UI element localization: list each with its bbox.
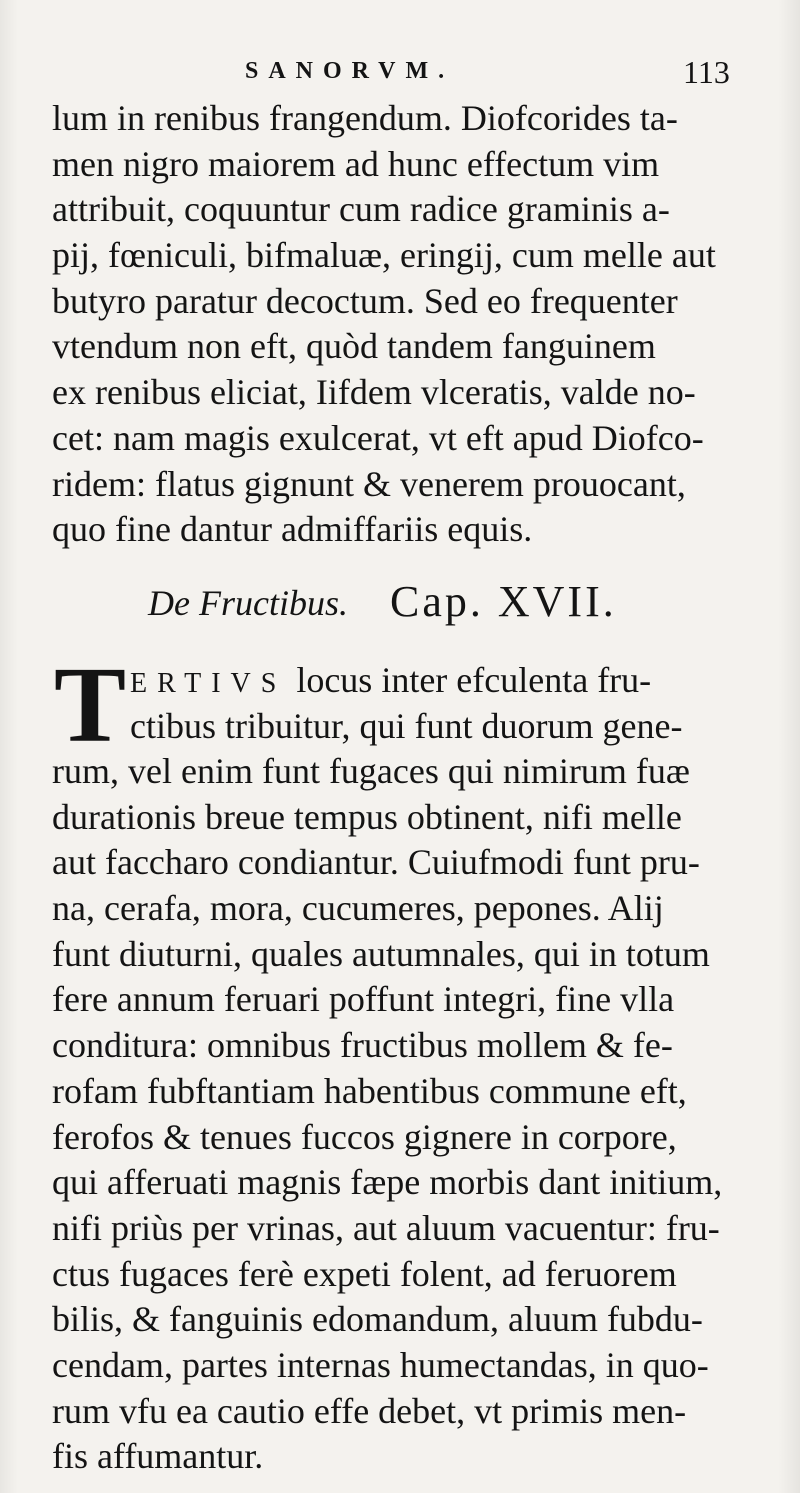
page-number: 113 (683, 54, 730, 90)
chapter-title: De Fructibus. (148, 583, 348, 623)
text-line: nifi priùs per vrinas, aut aluum vacuentur: fru- (52, 1207, 720, 1248)
second-line: ctibus tribuitur, qui funt duorum gene- (130, 706, 683, 746)
text-line: pij, fœniculi, bifmaluæ, eringij, cum melle aut (52, 235, 716, 276)
text-line: men nigro maiorem ad hunc effectum vim (52, 143, 660, 184)
text-line: qui afferuati magnis fæpe morbis dant initium, (52, 1162, 723, 1203)
text-line: fis affumantur. (52, 1436, 264, 1477)
text-line: conditura: omnibus fructibus mollem & fe- (52, 1025, 673, 1066)
text-line: cendam, partes internas humectandas, in quo- (52, 1344, 709, 1385)
chapter-heading (0, 576, 800, 636)
text-line: na, cerafa, mora, cucumeres, pepones. Alij (52, 888, 664, 929)
chapter-number: Cap. XVII. (390, 577, 617, 626)
first-line-rest: locus inter efculenta fru- (296, 660, 652, 700)
text-line: aut faccharo condiantur. Cuiufmodi funt pru- (52, 842, 700, 883)
text-line: quo fine dantur admiffariis equis. (52, 509, 533, 550)
text-line: butyro paratur decoctum. Sed eo frequenter (52, 280, 678, 321)
top-paragraph (52, 96, 742, 553)
first-word-smallcaps: ERTIVS (130, 668, 287, 699)
text-line: cet: nam magis exulcerat, vt eft apud Diofco- (52, 417, 704, 458)
text-line: ex renibus eliciat, Iifdem vlceratis, valde no- (52, 372, 696, 413)
text-line: attribuit, coquuntur cum radice graminis a- (52, 189, 670, 230)
text-line: ctus fugaces ferè expeti folent, ad feruorem (52, 1253, 677, 1294)
text-line: funt diuturni, quales autumnales, qui in totum (52, 933, 710, 974)
running-title: SANORVM. (245, 58, 455, 84)
drop-cap: T (54, 664, 127, 748)
text-line: rum vfu ea cautio effe debet, vt primis men- (52, 1390, 687, 1431)
text-line: ferofos & tenues fuccos gignere in corpore, (52, 1116, 677, 1157)
first-line (130, 658, 651, 707)
text-line: bilis, & fanguinis edomandum, aluum fubdu- (52, 1299, 703, 1340)
text-line: rum, vel enim funt fugaces qui nimirum fuæ (52, 751, 690, 791)
text-line: lum in renibus frangendum. Diofcorides ta- (52, 98, 678, 138)
text-line: ridem: flatus gignunt & venerem prouocant, (52, 463, 686, 504)
text-line: fere annum feruari poffunt integri, fine vlla (52, 979, 675, 1020)
text-line: rofam fubftantiam habentibus commune eft, (52, 1070, 687, 1111)
text-line: vtendum non eft, quòd tandem fanguinem (52, 326, 656, 367)
running-head (0, 52, 800, 92)
text-line: durationis breue tempus obtinent, nifi melle (52, 796, 682, 837)
main-paragraph (52, 749, 742, 1480)
